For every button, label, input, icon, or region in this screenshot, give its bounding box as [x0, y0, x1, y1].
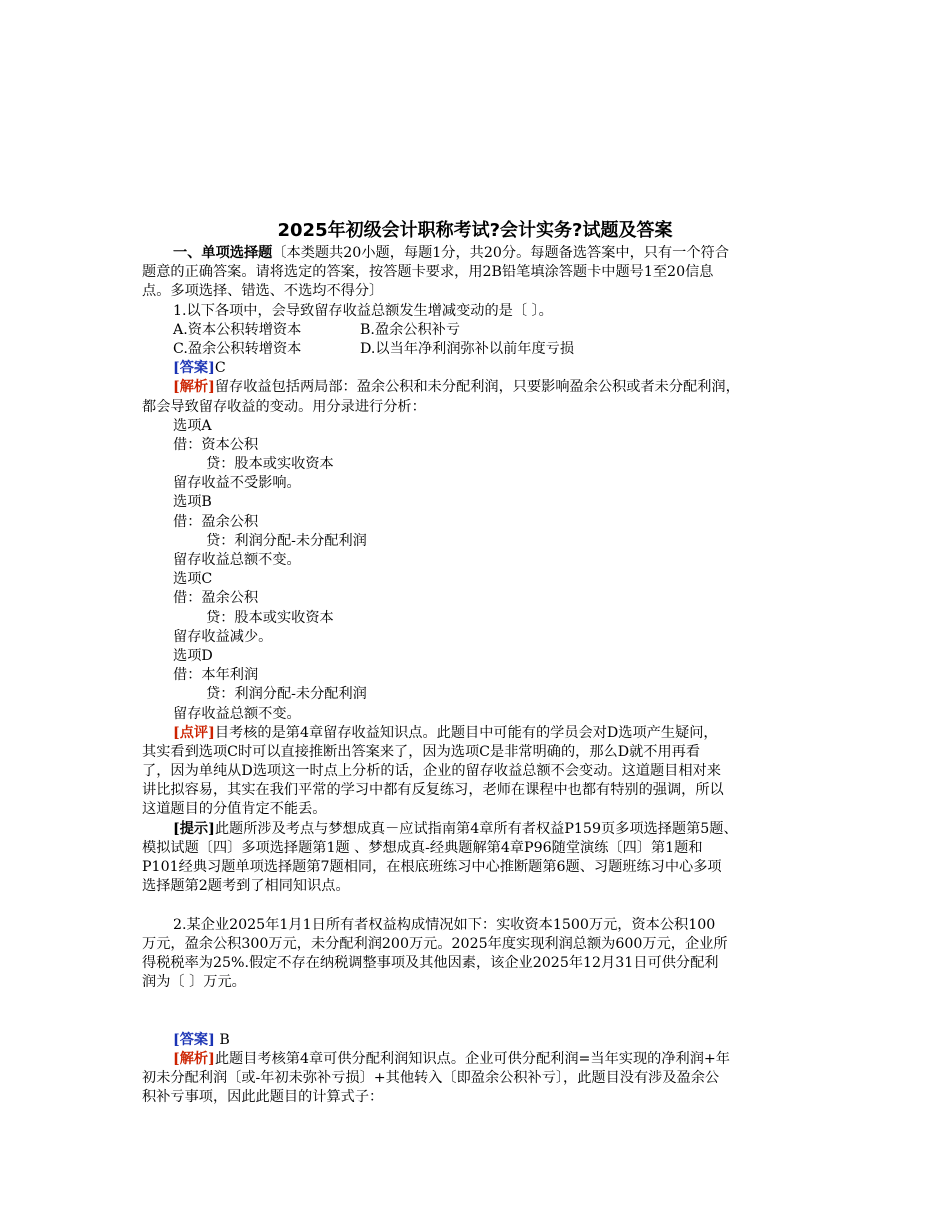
q2-stem-1: 2.某企业2025年1月1日所有者权益构成情况如下：实收资本1500万元，资本公积100 — [173, 916, 716, 933]
q1-hint-4: 选择题第2题考到了相同知识点。 — [142, 878, 350, 895]
entry-d-label: 选项D — [173, 647, 213, 664]
entry-d-credit: 贷：利润分配-未分配利润 — [206, 686, 367, 703]
entry-c-label: 选项C — [173, 571, 213, 588]
entry-c-credit: 贷：股本或实收资本 — [206, 609, 334, 626]
document-title: 2025年初级会计职称考试?会计实务?试题及答案 — [277, 220, 673, 241]
entry-d-debit: 借：本年利润 — [173, 667, 259, 684]
hint-text: 此题所涉及考点与梦想成真－应试指南第4章所有者权益P159页多项选择题第5题、 — [214, 820, 738, 837]
q2-analysis-3: 积补亏事项，因此此题目的计算式子： — [142, 1089, 384, 1106]
q1-comment-5: 这道题目的分值肯定不能丢。 — [142, 801, 327, 818]
answer-tag: [答案] — [173, 360, 215, 377]
q1-hint-2: 模拟试题〔四〕多项选择题第1题 、梦想成真-经典题解第4章P96随堂演练〔四〕第1题和 — [142, 839, 703, 856]
q1-options-row-1 — [142, 321, 814, 340]
q1-comment-4: 讲比拟容易，其实在我们平常的学习中都有反复练习，老师在课程中也都有特别的强调，所以 — [142, 782, 724, 799]
answer-value: B — [214, 1031, 230, 1048]
q1-analysis-2: 都会导致留存收益的变动。用分录进行分析： — [142, 398, 426, 415]
entry-a-label: 选项A — [173, 417, 212, 434]
analysis-tag: [解析] — [173, 379, 215, 396]
entry-a-debit: 借：资本公积 — [173, 436, 259, 453]
q1-comment-3: 了，因为单纯从D选项这一时点上分析的话，企业的留存收益总额不会变动。这道题目相对来 — [142, 763, 721, 780]
analysis-tag: [解析] — [173, 1050, 215, 1067]
q1-comment-1 — [142, 724, 814, 743]
section-instructions-1: 〔本类题共20小题，每题1分，共20分。每题备选答案中，只有一个符合 — [272, 245, 729, 261]
answer-value: C — [214, 360, 226, 377]
section-line-1 — [142, 244, 814, 263]
entry-d-result: 留存收益总额不变。 — [173, 705, 301, 722]
q2-answer — [142, 1031, 814, 1050]
q1-options-row-2 — [142, 340, 814, 359]
entry-c-result: 留存收益减少。 — [173, 628, 273, 645]
comment-tag: [点评] — [173, 724, 215, 741]
q1-hint-3: P101经典习题单项选择题第7题相同，在根底班练习中心推断题第6题、习题班练习中心多项 — [142, 859, 722, 875]
section-instructions-2: 题意的正确答案。请将选定的答案，按答题卡要求，用2B铅笔填涂答题卡中题号1至20信息 — [142, 264, 714, 281]
q1-analysis-1 — [142, 378, 814, 397]
document-body — [142, 244, 814, 1107]
answer-tag: [答案] — [173, 1031, 215, 1048]
entry-a-credit: 贷：股本或实收资本 — [206, 456, 334, 473]
q1-option-c: C.盈余公积转增资本 — [173, 340, 302, 357]
entry-b-label: 选项B — [173, 494, 212, 511]
section-heading: 一、单项选择题 — [173, 245, 273, 261]
entry-b-result: 留存收益总额不变。 — [173, 552, 301, 568]
q2-analysis-2: 初未分配利润〔或-年初未弥补亏损〕+其他转入〔即盈余公积补亏〕，此题目没有涉及盈余公 — [142, 1070, 720, 1087]
q1-answer — [142, 359, 814, 378]
entry-c-debit: 借：盈余公积 — [173, 590, 259, 607]
spacer — [142, 896, 814, 915]
analysis-text: 此题目考核第4章可供分配利润知识点。企业可供分配利润=当年实现的净利润+年 — [214, 1050, 730, 1067]
entry-b-debit: 借：盈余公积 — [173, 513, 259, 530]
q2-analysis-1 — [142, 1050, 814, 1069]
q2-stem-3: 得税税率为25%.假定不存在纳税调整事项及其他因素，该企业2025年12月31日可供分配利 — [142, 954, 719, 971]
comment-text: 目考核的是第4章留存收益知识点。此题目中可能有的学员会对D选项产生疑问， — [214, 724, 718, 741]
entry-a-result: 留存收益不受影响。 — [173, 475, 301, 492]
hint-tag: [提示] — [173, 820, 215, 837]
q1-stem: 1.以下各项中，会导致留存收益总额发生增减变动的是〔 〕。 — [173, 302, 553, 319]
analysis-text: 留存收益包括两局部：盈余公积和未分配利润，只要影响盈余公积或者未分配利润， — [214, 379, 740, 396]
q2-stem-2: 万元，盈余公积300万元，未分配利润200万元。2025年度实现利润总额为600万元，企业所 — [142, 935, 728, 952]
q2-stem-4: 润为〔 〕万元。 — [142, 974, 246, 991]
section-instructions-3: 点。多项选择、错选、不选均不得分〕 — [142, 283, 384, 300]
q1-hint-1 — [142, 820, 814, 839]
entry-b-credit: 贷：利润分配-未分配利润 — [206, 532, 367, 549]
q1-option-d: D.以当年净利润弥补以前年度亏损 — [360, 340, 575, 357]
q1-option-b: B.盈余公积补亏 — [360, 321, 461, 338]
q1-comment-2: 其实看到选项C时可以直接推断出答案来了，因为选项C是非常明确的，那么D就不用再看 — [142, 743, 701, 760]
q1-option-a: A.资本公积转增资本 — [173, 321, 302, 338]
spacer — [142, 992, 814, 1030]
